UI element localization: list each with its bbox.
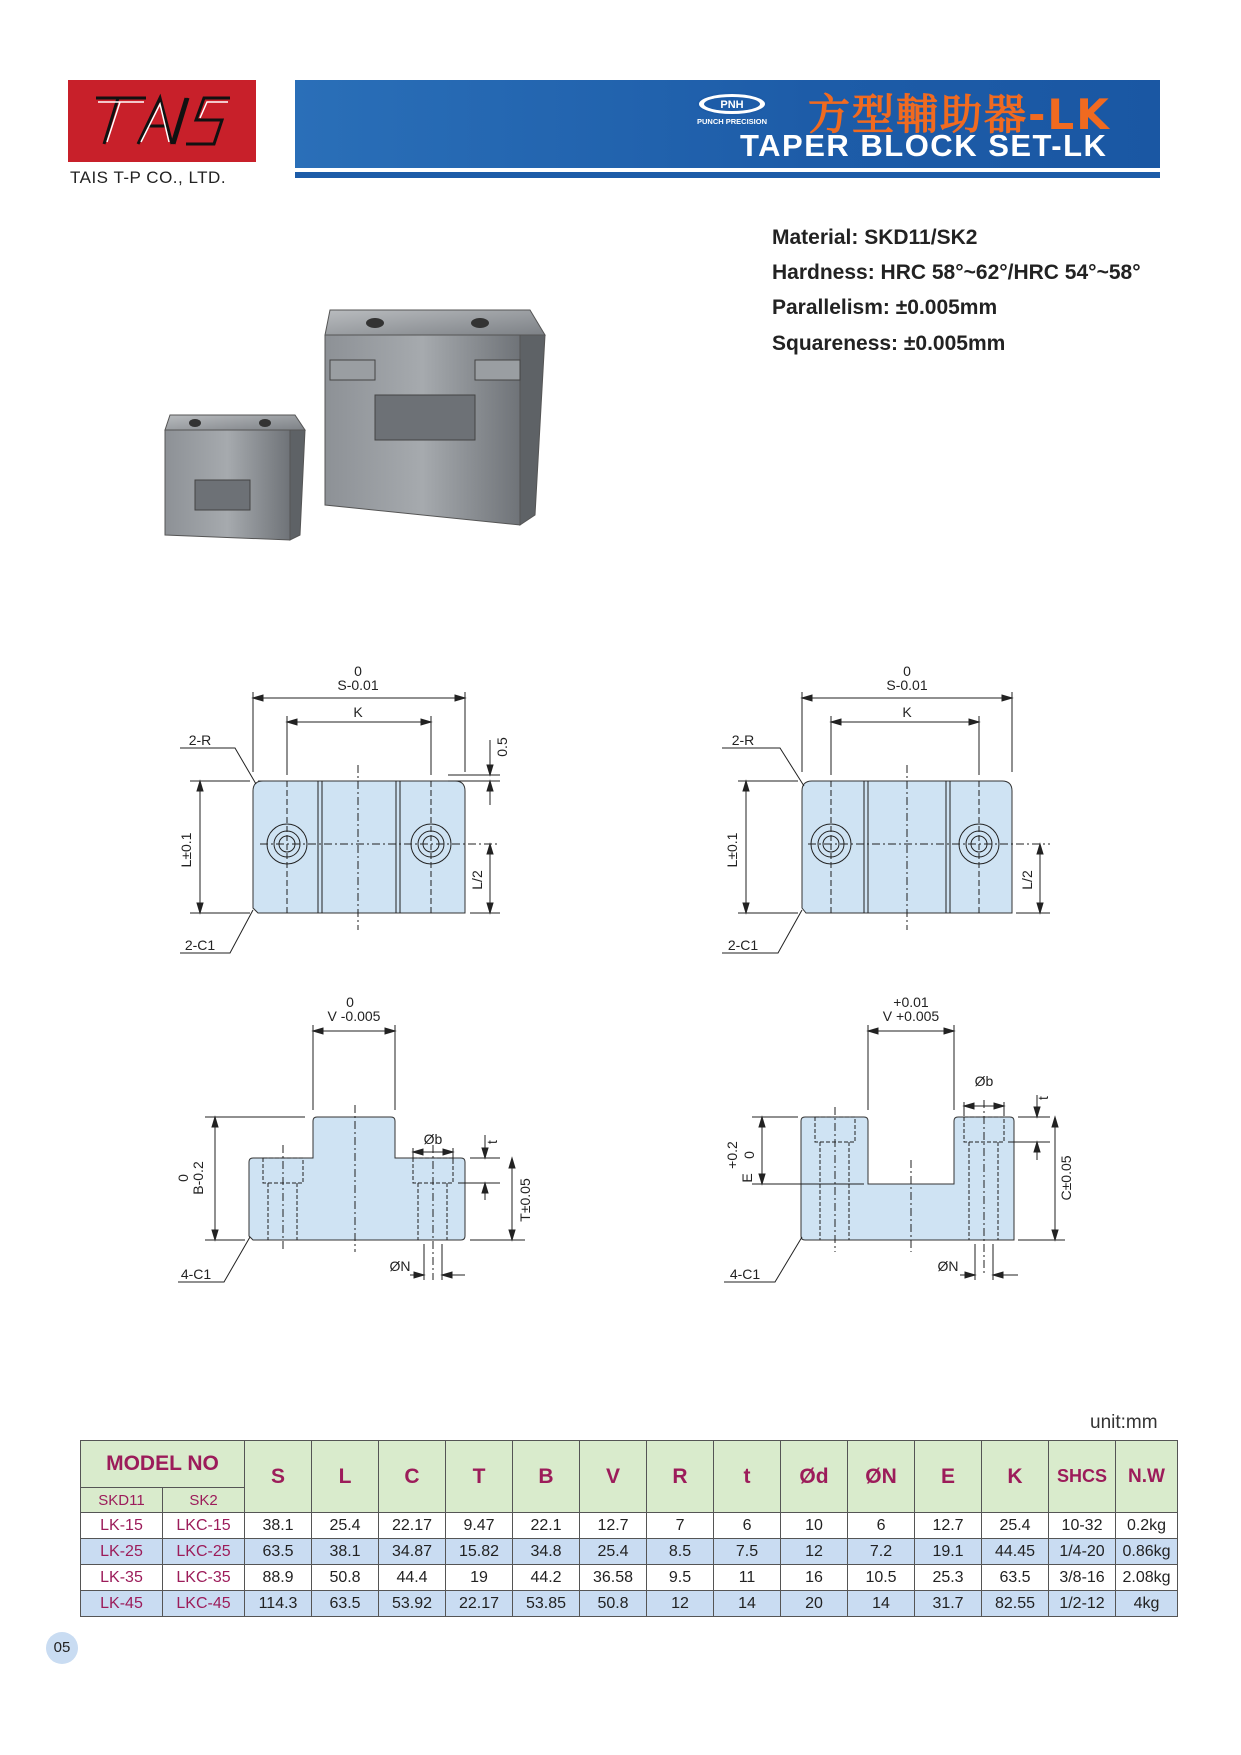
svg-text:PUNCH PRECISION: PUNCH PRECISION xyxy=(696,117,768,126)
table-cell: 1/2-12 xyxy=(1049,1591,1116,1617)
table-cell: 22.1 xyxy=(513,1513,580,1539)
table-body xyxy=(81,1513,1178,1617)
header-skd11: SKD11 xyxy=(81,1488,163,1513)
model-cell: LKC-35 xyxy=(163,1565,245,1591)
svg-text:L±0.1: L±0.1 xyxy=(724,832,740,868)
table-cell: 36.58 xyxy=(580,1565,647,1591)
svg-text:t: t xyxy=(1035,1096,1051,1100)
svg-text:Øb: Øb xyxy=(423,1131,443,1147)
table-cell: 25.4 xyxy=(312,1513,379,1539)
table-cell: 9.47 xyxy=(446,1513,513,1539)
table-cell: 44.2 xyxy=(513,1565,580,1591)
header-v: V xyxy=(580,1441,647,1513)
header-model-no: MODEL NO xyxy=(81,1441,245,1488)
svg-text:t: t xyxy=(484,1140,500,1144)
table-cell: 50.8 xyxy=(580,1591,647,1617)
svg-text:S-0.01: S-0.01 xyxy=(337,677,379,693)
pnh-brand-logo xyxy=(688,90,788,128)
model-cell: LK-25 xyxy=(81,1539,163,1565)
table-cell: 53.85 xyxy=(513,1591,580,1617)
table-cell: 10 xyxy=(781,1513,848,1539)
table-cell: 63.5 xyxy=(982,1565,1049,1591)
table-row xyxy=(81,1539,1178,1565)
model-cell: LKC-15 xyxy=(163,1513,245,1539)
table-cell: 34.8 xyxy=(513,1539,580,1565)
svg-text:K: K xyxy=(353,704,363,720)
table-cell: 20 xyxy=(781,1591,848,1617)
svg-text:L/2: L/2 xyxy=(1019,870,1035,890)
spec-squareness: Squareness: ±0.005mm xyxy=(772,332,1006,355)
table-cell: 25.4 xyxy=(580,1539,647,1565)
table-cell: 31.7 xyxy=(915,1591,982,1617)
spec-material: Material: SKD11/SK2 xyxy=(772,226,978,249)
header-d: Ød xyxy=(781,1441,848,1513)
model-cell: LK-45 xyxy=(81,1591,163,1617)
svg-text:2-C1: 2-C1 xyxy=(727,937,759,953)
spec-hardness: Hardness: HRC 58°~62°/HRC 54°~58° xyxy=(772,261,1141,284)
svg-text:B-0.2: B-0.2 xyxy=(190,1161,206,1195)
svg-text:V +0.005: V +0.005 xyxy=(882,1008,940,1024)
header-nw: N.W xyxy=(1116,1441,1178,1513)
svg-text:E: E xyxy=(739,1173,755,1183)
table-row xyxy=(81,1513,1178,1539)
table-cell: 82.55 xyxy=(982,1591,1049,1617)
svg-text:0: 0 xyxy=(175,1174,191,1182)
table-row xyxy=(81,1591,1178,1617)
model-cell: LKC-25 xyxy=(163,1539,245,1565)
svg-text:PNH: PNH xyxy=(720,99,744,111)
table-row xyxy=(81,1565,1178,1591)
spec-parallelism: Parallelism: ±0.005mm xyxy=(772,296,998,319)
table-cell: 10.5 xyxy=(848,1565,915,1591)
spec-table xyxy=(80,1440,1178,1617)
svg-text:+0.2: +0.2 xyxy=(724,1141,740,1169)
svg-text:V -0.005: V -0.005 xyxy=(327,1008,381,1024)
svg-text:Øb: Øb xyxy=(974,1073,994,1089)
table-cell: 8.5 xyxy=(647,1539,714,1565)
page-number: 05 xyxy=(46,1632,78,1664)
svg-text:L/2: L/2 xyxy=(469,870,485,890)
model-cell: LK-35 xyxy=(81,1565,163,1591)
svg-text:+0.01: +0.01 xyxy=(893,994,929,1010)
table-cell: 6 xyxy=(714,1513,781,1539)
table-cell: 12.7 xyxy=(580,1513,647,1539)
table-cell: 2.08kg xyxy=(1116,1565,1178,1591)
table-cell: 3/8-16 xyxy=(1049,1565,1116,1591)
drawing-top-view-lk xyxy=(180,692,500,953)
table-cell: 22.17 xyxy=(446,1591,513,1617)
header-k: K xyxy=(982,1441,1049,1513)
table-cell: 11 xyxy=(714,1565,781,1591)
table-cell: 10-32 xyxy=(1049,1513,1116,1539)
header-shcs: SHCS xyxy=(1049,1441,1116,1513)
table-cell: 14 xyxy=(848,1591,915,1617)
header-t-lower: t xyxy=(714,1441,781,1513)
table-cell: 7 xyxy=(647,1513,714,1539)
table-cell: 114.3 xyxy=(245,1591,312,1617)
svg-text:T±0.05: T±0.05 xyxy=(517,1178,533,1222)
table-cell: 12 xyxy=(781,1539,848,1565)
title-english: TAPER BLOCK SET-LK xyxy=(740,128,1108,163)
table-cell: 19.1 xyxy=(915,1539,982,1565)
header-l: L xyxy=(312,1441,379,1513)
drawing-side-view-lkc xyxy=(724,1025,1065,1282)
model-cell: LK-15 xyxy=(81,1513,163,1539)
model-cell: LKC-45 xyxy=(163,1591,245,1617)
svg-text:L±0.1: L±0.1 xyxy=(178,832,194,868)
svg-text:4-C1: 4-C1 xyxy=(180,1266,212,1282)
svg-text:0: 0 xyxy=(346,994,354,1010)
table-cell: 1/4-20 xyxy=(1049,1539,1116,1565)
table-cell: 38.1 xyxy=(312,1539,379,1565)
unit-label: unit:mm xyxy=(1090,1412,1158,1433)
table-cell: 44.4 xyxy=(379,1565,446,1591)
table-cell: 22.17 xyxy=(379,1513,446,1539)
header-s: S xyxy=(245,1441,312,1513)
company-name: TAIS T-P CO., LTD. xyxy=(70,168,227,187)
header-n: ØN xyxy=(848,1441,915,1513)
header-e: E xyxy=(915,1441,982,1513)
table-cell: 0.2kg xyxy=(1116,1513,1178,1539)
table-cell: 63.5 xyxy=(312,1591,379,1617)
table-cell: 25.3 xyxy=(915,1565,982,1591)
table-cell: 50.8 xyxy=(312,1565,379,1591)
svg-text:2-C1: 2-C1 xyxy=(184,937,216,953)
svg-text:0.5: 0.5 xyxy=(494,737,510,757)
table-cell: 25.4 xyxy=(982,1513,1049,1539)
table-cell: 16 xyxy=(781,1565,848,1591)
table-cell: 34.87 xyxy=(379,1539,446,1565)
table-cell: 4kg xyxy=(1116,1591,1178,1617)
svg-text:ØN: ØN xyxy=(937,1258,959,1274)
svg-text:0: 0 xyxy=(903,663,911,679)
svg-text:0: 0 xyxy=(354,663,362,679)
drawing-top-view-lkc xyxy=(722,692,1050,953)
table-cell: 7.5 xyxy=(714,1539,781,1565)
table-cell: 9.5 xyxy=(647,1565,714,1591)
table-cell: 38.1 xyxy=(245,1513,312,1539)
tais-logo xyxy=(68,80,256,162)
table-cell: 63.5 xyxy=(245,1539,312,1565)
table-cell: 6 xyxy=(848,1513,915,1539)
product-photo xyxy=(150,300,550,550)
header-t-upper: T xyxy=(446,1441,513,1513)
table-cell: 88.9 xyxy=(245,1565,312,1591)
header-c: C xyxy=(379,1441,446,1513)
table-cell: 53.92 xyxy=(379,1591,446,1617)
svg-text:K: K xyxy=(902,704,912,720)
table-cell: 0.86kg xyxy=(1116,1539,1178,1565)
header-rule xyxy=(295,172,1160,178)
table-cell: 12.7 xyxy=(915,1513,982,1539)
svg-text:S-0.01: S-0.01 xyxy=(886,677,928,693)
table-cell: 19 xyxy=(446,1565,513,1591)
svg-text:4-C1: 4-C1 xyxy=(729,1266,761,1282)
header-sk2: SK2 xyxy=(163,1488,245,1513)
table-cell: 15.82 xyxy=(446,1539,513,1565)
header-b: B xyxy=(513,1441,580,1513)
table-cell: 12 xyxy=(647,1591,714,1617)
svg-text:2-R: 2-R xyxy=(188,732,212,748)
svg-text:2-R: 2-R xyxy=(731,732,755,748)
svg-text:ØN: ØN xyxy=(389,1258,411,1274)
table-cell: 7.2 xyxy=(848,1539,915,1565)
title-chinese: 方型輔助器-LK xyxy=(808,90,1111,139)
table-cell: 44.45 xyxy=(982,1539,1049,1565)
technical-drawings xyxy=(0,640,1241,1300)
drawing-side-view-lk xyxy=(178,1025,525,1282)
header-r: R xyxy=(647,1441,714,1513)
svg-text:C±0.05: C±0.05 xyxy=(1058,1155,1074,1201)
table-cell: 14 xyxy=(714,1591,781,1617)
svg-text:0: 0 xyxy=(741,1151,757,1159)
